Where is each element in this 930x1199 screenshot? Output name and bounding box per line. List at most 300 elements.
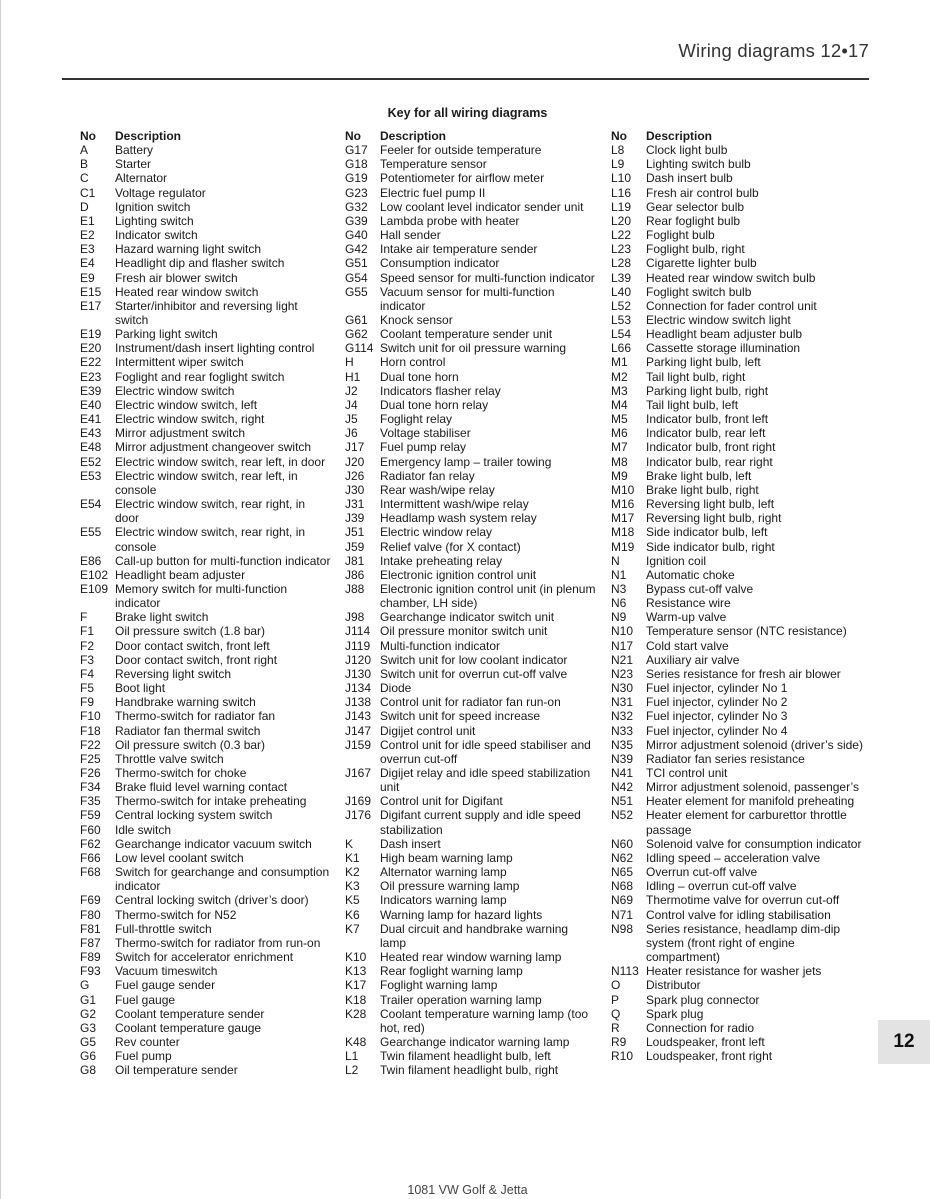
key-entry xyxy=(611,412,866,426)
key-entry xyxy=(345,681,597,695)
key-entry xyxy=(80,440,332,454)
key-entry xyxy=(80,624,332,638)
entry-code: P xyxy=(611,992,620,1007)
entry-code: G19 xyxy=(345,171,368,186)
page-header-title: Wiring diagrams 12•17 xyxy=(678,40,869,61)
entry-description: Intake air temperature sender xyxy=(380,242,538,257)
entry-code: J169 xyxy=(345,794,372,809)
key-entry xyxy=(345,1007,597,1035)
entry-description: Mirror adjustment solenoid (driver’s side) xyxy=(646,737,863,752)
key-entry xyxy=(345,610,597,624)
entry-description: Consumption indicator xyxy=(380,256,500,271)
key-entry xyxy=(345,908,597,922)
column-header-description: Description xyxy=(646,129,713,143)
entry-description: Foglight and rear foglight switch xyxy=(115,369,285,384)
entry-code: N6 xyxy=(611,596,627,611)
entry-code: J86 xyxy=(345,567,365,582)
entry-code: N10 xyxy=(611,624,634,639)
entry-code: F10 xyxy=(80,709,101,724)
entry-code: E41 xyxy=(80,412,102,427)
entry-description: Cold start valve xyxy=(646,638,729,653)
key-entry xyxy=(345,978,597,992)
entry-description: Clock light bulb xyxy=(646,143,728,158)
key-column-1 xyxy=(80,129,332,1077)
entry-code: E15 xyxy=(80,284,102,299)
entry-description: Radiator fan thermal switch xyxy=(115,723,261,738)
key-entry xyxy=(611,157,866,171)
key-entry xyxy=(80,412,332,426)
entry-description: Fresh air control bulb xyxy=(646,185,759,200)
entry-description: Alternator xyxy=(115,171,168,186)
entry-description: Electronic ignition control unit xyxy=(380,567,537,582)
key-entry xyxy=(80,610,332,624)
entry-code: F81 xyxy=(80,921,101,936)
key-entry xyxy=(345,922,597,950)
entry-description: Electric window switch, rear left, in console xyxy=(115,468,298,497)
entry-code: J176 xyxy=(345,808,372,823)
entry-code: F4 xyxy=(80,666,95,681)
entry-description: Mirror adjustment changeover switch xyxy=(115,440,312,455)
entry-description: Digijet relay and idle speed stabilization unit xyxy=(380,766,591,795)
key-entry xyxy=(345,766,597,794)
entry-code: Q xyxy=(611,1006,621,1021)
entry-description: Foglight relay xyxy=(380,412,453,427)
key-entry xyxy=(80,681,332,695)
key-entry xyxy=(611,143,866,157)
entry-code: N1 xyxy=(611,567,627,582)
key-entry xyxy=(345,879,597,893)
entry-description: Fuel pump relay xyxy=(380,440,467,455)
column-header xyxy=(611,129,866,143)
entry-code: E54 xyxy=(80,497,102,512)
entry-code: N113 xyxy=(611,964,639,979)
entry-code: G42 xyxy=(345,242,368,257)
entry-code: G3 xyxy=(80,1020,97,1035)
entry-code: N21 xyxy=(611,652,634,667)
entry-code: G62 xyxy=(345,327,368,342)
entry-description: Door contact switch, front left xyxy=(115,638,270,653)
entry-code: J81 xyxy=(345,553,365,568)
entry-description: Multi-function indicator xyxy=(380,638,501,653)
key-entry xyxy=(80,837,332,851)
entry-code: F66 xyxy=(80,850,101,865)
entry-description: Gearchange indicator vacuum switch xyxy=(115,836,312,851)
key-entry xyxy=(345,384,597,398)
key-entry xyxy=(80,242,332,256)
entry-description: Headlight dip and flasher switch xyxy=(115,256,285,271)
key-entry xyxy=(345,540,597,554)
entry-description: Foglight warning lamp xyxy=(380,978,498,993)
key-entry xyxy=(611,1021,866,1035)
key-title: Key for all wiring diagrams xyxy=(387,106,548,120)
entry-code: L2 xyxy=(345,1063,359,1078)
entry-description: Tail light bulb, right xyxy=(646,369,746,384)
key-entry xyxy=(611,596,866,610)
entry-description: Twin filament headlight bulb, left xyxy=(380,1049,551,1064)
entry-description: Headlamp wash system relay xyxy=(380,511,537,526)
entry-code: M5 xyxy=(611,412,628,427)
entry-code: N62 xyxy=(611,850,634,865)
key-entry xyxy=(80,525,332,553)
entry-description: Indicator switch xyxy=(115,228,198,243)
key-entry xyxy=(80,865,332,893)
key-entry xyxy=(611,752,866,766)
entry-code: N9 xyxy=(611,610,627,625)
entry-description: High beam warning lamp xyxy=(380,850,513,865)
entry-description: Feeler for outside temperature xyxy=(380,143,542,158)
key-entry xyxy=(345,667,597,681)
entry-description: Hazard warning light switch xyxy=(115,242,262,257)
entry-description: Heated rear window switch bulb xyxy=(646,270,816,285)
key-entry xyxy=(345,256,597,270)
key-entry xyxy=(611,398,866,412)
key-entry xyxy=(80,497,332,525)
entry-code: N65 xyxy=(611,865,634,880)
entry-description: Door contact switch, front right xyxy=(115,652,278,667)
entry-code: F26 xyxy=(80,766,101,781)
key-entry xyxy=(611,554,866,568)
entry-code: F93 xyxy=(80,964,101,979)
entry-description: Relief valve (for X contact) xyxy=(380,539,521,554)
entry-code: F9 xyxy=(80,695,95,710)
key-entry xyxy=(345,511,597,525)
entry-description: Lighting switch bulb xyxy=(646,157,751,172)
entry-description: Indicator bulb, rear right xyxy=(646,454,773,469)
entry-code: J114 xyxy=(345,624,371,639)
entry-description: Full-throttle switch xyxy=(115,921,212,936)
entry-description: Mirror adjustment solenoid, passenger’s xyxy=(646,780,859,795)
entry-description: Thermo-switch for N52 xyxy=(115,907,237,922)
entry-code: O xyxy=(611,978,621,993)
entry-code: N3 xyxy=(611,581,627,596)
key-entry xyxy=(80,157,332,171)
entry-code: L1 xyxy=(345,1049,359,1064)
key-entry xyxy=(611,256,866,270)
entry-description: Loudspeaker, front right xyxy=(646,1049,773,1064)
entry-code: L28 xyxy=(611,256,632,271)
key-entries xyxy=(80,143,332,1077)
entry-code: F34 xyxy=(80,780,101,795)
entry-code: M18 xyxy=(611,525,635,540)
entry-code: G18 xyxy=(345,157,368,172)
entry-code: K3 xyxy=(345,879,360,894)
key-entry xyxy=(80,186,332,200)
key-entry xyxy=(611,978,866,992)
entry-code: H xyxy=(345,355,354,370)
entry-code: N39 xyxy=(611,751,634,766)
key-entry xyxy=(80,964,332,978)
key-entry xyxy=(611,624,866,638)
key-entry xyxy=(80,256,332,270)
key-entry xyxy=(611,568,866,582)
entry-code: L10 xyxy=(611,171,632,186)
key-entry xyxy=(611,893,866,907)
entry-description: Fuel injector, cylinder No 1 xyxy=(646,681,788,696)
key-entry xyxy=(345,313,597,327)
entry-code: M10 xyxy=(611,482,635,497)
entry-description: Control unit for radiator fan run-on xyxy=(380,695,561,710)
entry-description: Indicator bulb, front left xyxy=(646,412,769,427)
key-entry xyxy=(345,285,597,313)
entry-code: E2 xyxy=(80,228,95,243)
key-entry xyxy=(611,922,866,964)
key-entry xyxy=(80,780,332,794)
entry-description: Fuel injector, cylinder No 4 xyxy=(646,723,788,738)
entry-description: Distributor xyxy=(646,978,701,993)
entry-code: J147 xyxy=(345,723,372,738)
key-entry xyxy=(80,851,332,865)
entry-code: M7 xyxy=(611,440,628,455)
entry-code: L22 xyxy=(611,228,632,243)
entry-description: Control valve for idling stabilisation xyxy=(646,907,831,922)
key-entry xyxy=(611,808,866,836)
entry-description: Side indicator bulb, left xyxy=(646,525,768,540)
entry-description: Switch for gearchange and consumption indicator xyxy=(115,865,330,894)
entry-description: Heated rear window warning lamp xyxy=(380,950,562,965)
column-header xyxy=(345,129,597,143)
entry-description: Dash insert xyxy=(380,836,441,851)
key-entry xyxy=(611,313,866,327)
key-entries xyxy=(611,143,866,1063)
entry-description: Cassette storage illumination xyxy=(646,341,801,356)
entry-code: N42 xyxy=(611,780,634,795)
key-entry xyxy=(80,568,332,582)
entry-code: N71 xyxy=(611,907,634,922)
key-entry xyxy=(80,271,332,285)
entry-description: Indicators warning lamp xyxy=(380,893,507,908)
entry-code: M17 xyxy=(611,511,635,526)
key-entry xyxy=(345,242,597,256)
key-entry xyxy=(611,1049,866,1063)
key-entry xyxy=(611,610,866,624)
entry-description: Tail light bulb, left xyxy=(646,397,739,412)
entry-code: F xyxy=(80,610,88,625)
entry-code: F80 xyxy=(80,907,101,922)
entry-code: K48 xyxy=(345,1034,367,1049)
key-entry xyxy=(80,724,332,738)
entry-description: Brake light bulb, right xyxy=(646,482,759,497)
entry-description: Gearchange indicator switch unit xyxy=(380,610,555,625)
entry-code: M19 xyxy=(611,539,635,554)
entry-code: M3 xyxy=(611,383,628,398)
entry-code: E48 xyxy=(80,440,102,455)
entry-code: E3 xyxy=(80,242,95,257)
key-entry xyxy=(611,582,866,596)
entry-code: J5 xyxy=(345,412,358,427)
entry-description: Brake light switch xyxy=(115,610,209,625)
entry-description: Switch for accelerator enrichment xyxy=(115,950,294,965)
key-entry xyxy=(80,469,332,497)
entry-code: E86 xyxy=(80,553,102,568)
key-entry xyxy=(80,950,332,964)
entry-code: K6 xyxy=(345,907,360,922)
entry-description: Electric window switch light xyxy=(646,313,791,328)
entry-code: M1 xyxy=(611,355,628,370)
entry-description: Vacuum timeswitch xyxy=(115,964,218,979)
key-entry xyxy=(345,724,597,738)
entry-description: Series resistance for fresh air blower xyxy=(646,666,841,681)
entry-description: Low coolant level indicator sender unit xyxy=(380,199,584,214)
entry-description: Connection for fader control unit xyxy=(646,298,817,313)
key-entry xyxy=(80,993,332,1007)
key-entry xyxy=(611,200,866,214)
key-entry xyxy=(611,964,866,978)
key-entry xyxy=(80,794,332,808)
entry-description: Horn control xyxy=(380,355,446,370)
entry-description: Rear foglight bulb xyxy=(646,213,741,228)
entry-code: G54 xyxy=(345,270,368,285)
entry-description: Reversing light switch xyxy=(115,666,232,681)
entry-description: Lambda probe with heater xyxy=(380,213,520,228)
entry-description: Dual tone horn relay xyxy=(380,397,489,412)
key-entry xyxy=(345,865,597,879)
key-entry xyxy=(611,440,866,454)
entry-code: K7 xyxy=(345,921,360,936)
entry-description: Intermittent wash/wipe relay xyxy=(380,497,529,512)
key-entry xyxy=(80,695,332,709)
entry-code: G51 xyxy=(345,256,368,271)
key-entries xyxy=(345,143,597,1077)
entry-code: A xyxy=(80,143,89,158)
key-entry xyxy=(345,639,597,653)
key-entry xyxy=(345,738,597,766)
key-entry xyxy=(611,681,866,695)
entry-description: Fuel injector, cylinder No 3 xyxy=(646,709,788,724)
key-entry xyxy=(611,837,866,851)
entry-description: Electric window switch, rear right, in door xyxy=(115,497,306,526)
entry-description: Digifant current supply and idle speed stabilization xyxy=(380,808,581,837)
entry-description: Handbrake warning switch xyxy=(115,695,256,710)
entry-code: J138 xyxy=(345,695,372,710)
key-entry xyxy=(80,370,332,384)
key-entry xyxy=(611,455,866,469)
entry-code: L52 xyxy=(611,298,632,313)
entry-code: N32 xyxy=(611,709,634,724)
entry-code: C xyxy=(80,171,89,186)
key-entry xyxy=(611,738,866,752)
key-entry xyxy=(611,341,866,355)
entry-description: Trailer operation warning lamp xyxy=(380,992,542,1007)
column-header-no: No xyxy=(80,129,96,143)
key-entry xyxy=(345,271,597,285)
key-entry xyxy=(611,653,866,667)
entry-code: N31 xyxy=(611,695,634,710)
key-entry xyxy=(345,1049,597,1063)
entry-code: L20 xyxy=(611,213,632,228)
key-entry xyxy=(345,143,597,157)
column-header-no: No xyxy=(611,129,627,143)
key-entry xyxy=(611,724,866,738)
key-entry xyxy=(80,766,332,780)
entry-description: Loudspeaker, front left xyxy=(646,1034,765,1049)
key-entry xyxy=(80,398,332,412)
entry-description: Thermo-switch for choke xyxy=(115,766,247,781)
key-entry xyxy=(611,370,866,384)
entry-code: K2 xyxy=(345,865,360,880)
entry-code: K10 xyxy=(345,950,367,965)
key-entry xyxy=(611,511,866,525)
key-entry xyxy=(345,851,597,865)
entry-description: Dual tone horn xyxy=(380,369,459,384)
entry-description: Radiator fan series resistance xyxy=(646,751,805,766)
key-entry xyxy=(345,341,597,355)
column-header-description: Description xyxy=(115,129,182,143)
key-entry xyxy=(345,525,597,539)
key-entry xyxy=(345,455,597,469)
entry-description: Switch unit for overrun cut-off valve xyxy=(380,666,568,681)
entry-code: R9 xyxy=(611,1034,627,1049)
entry-code: J143 xyxy=(345,709,372,724)
key-entry xyxy=(611,709,866,723)
entry-description: Switch unit for speed increase xyxy=(380,709,541,724)
entry-code: G5 xyxy=(80,1034,97,1049)
entry-code: J31 xyxy=(345,497,365,512)
key-entry xyxy=(80,214,332,228)
key-entry xyxy=(611,908,866,922)
entry-code: N23 xyxy=(611,666,634,681)
entry-code: G55 xyxy=(345,284,368,299)
key-entry xyxy=(611,355,866,369)
entry-code: G17 xyxy=(345,143,368,158)
entry-code: M8 xyxy=(611,454,628,469)
entry-code: N52 xyxy=(611,808,634,823)
entry-description: Parking light switch xyxy=(115,327,218,342)
entry-code: R10 xyxy=(611,1049,634,1064)
entry-description: Electric window switch xyxy=(115,383,235,398)
entry-code: J4 xyxy=(345,397,358,412)
entry-description: Solenoid valve for consumption indicator xyxy=(646,836,862,851)
entry-description: Oil pressure monitor switch unit xyxy=(380,624,548,639)
entry-code: G39 xyxy=(345,213,368,228)
entry-code: K xyxy=(345,836,354,851)
entry-description: Dash insert bulb xyxy=(646,171,733,186)
key-entry xyxy=(80,285,332,299)
entry-description: Control unit for Digifant xyxy=(380,794,503,809)
entry-code: N17 xyxy=(611,638,634,653)
key-entry xyxy=(80,808,332,822)
entry-description: Intake preheating relay xyxy=(380,553,503,568)
entry-description: Fuel gauge xyxy=(115,992,176,1007)
entry-code: F68 xyxy=(80,865,101,880)
entry-description: Switch unit for low coolant indicator xyxy=(380,652,568,667)
key-entry xyxy=(345,426,597,440)
entry-code: N30 xyxy=(611,681,634,696)
entry-description: Switch unit for oil pressure warning xyxy=(380,341,567,356)
entry-description: Alternator warning lamp xyxy=(380,865,507,880)
entry-code: F69 xyxy=(80,893,101,908)
entry-description: Twin filament headlight bulb, right xyxy=(380,1063,559,1078)
entry-code: G8 xyxy=(80,1063,97,1078)
key-entry xyxy=(611,993,866,1007)
entry-description: Electric window switch, rear left, in door xyxy=(115,454,326,469)
entry-code: E20 xyxy=(80,341,102,356)
key-entry xyxy=(345,794,597,808)
entry-code: E4 xyxy=(80,256,95,271)
entry-description: Throttle valve switch xyxy=(115,751,224,766)
entry-description: Boot light xyxy=(115,681,166,696)
entry-description: Memory switch for multi-function indicator xyxy=(115,581,288,611)
entry-description: Mirror adjustment switch xyxy=(115,426,246,441)
key-entry xyxy=(80,752,332,766)
key-entry xyxy=(611,1007,866,1021)
entry-code: L53 xyxy=(611,313,632,328)
entry-description: Parking light bulb, right xyxy=(646,383,769,398)
entry-code: F1 xyxy=(80,624,95,639)
entry-code: J119 xyxy=(345,638,371,653)
entry-description: Digijet control unit xyxy=(380,723,476,738)
entry-description: Series resistance, headlamp dim-dip system (front right of engine compartment) xyxy=(646,921,841,965)
entry-code: E1 xyxy=(80,213,95,228)
